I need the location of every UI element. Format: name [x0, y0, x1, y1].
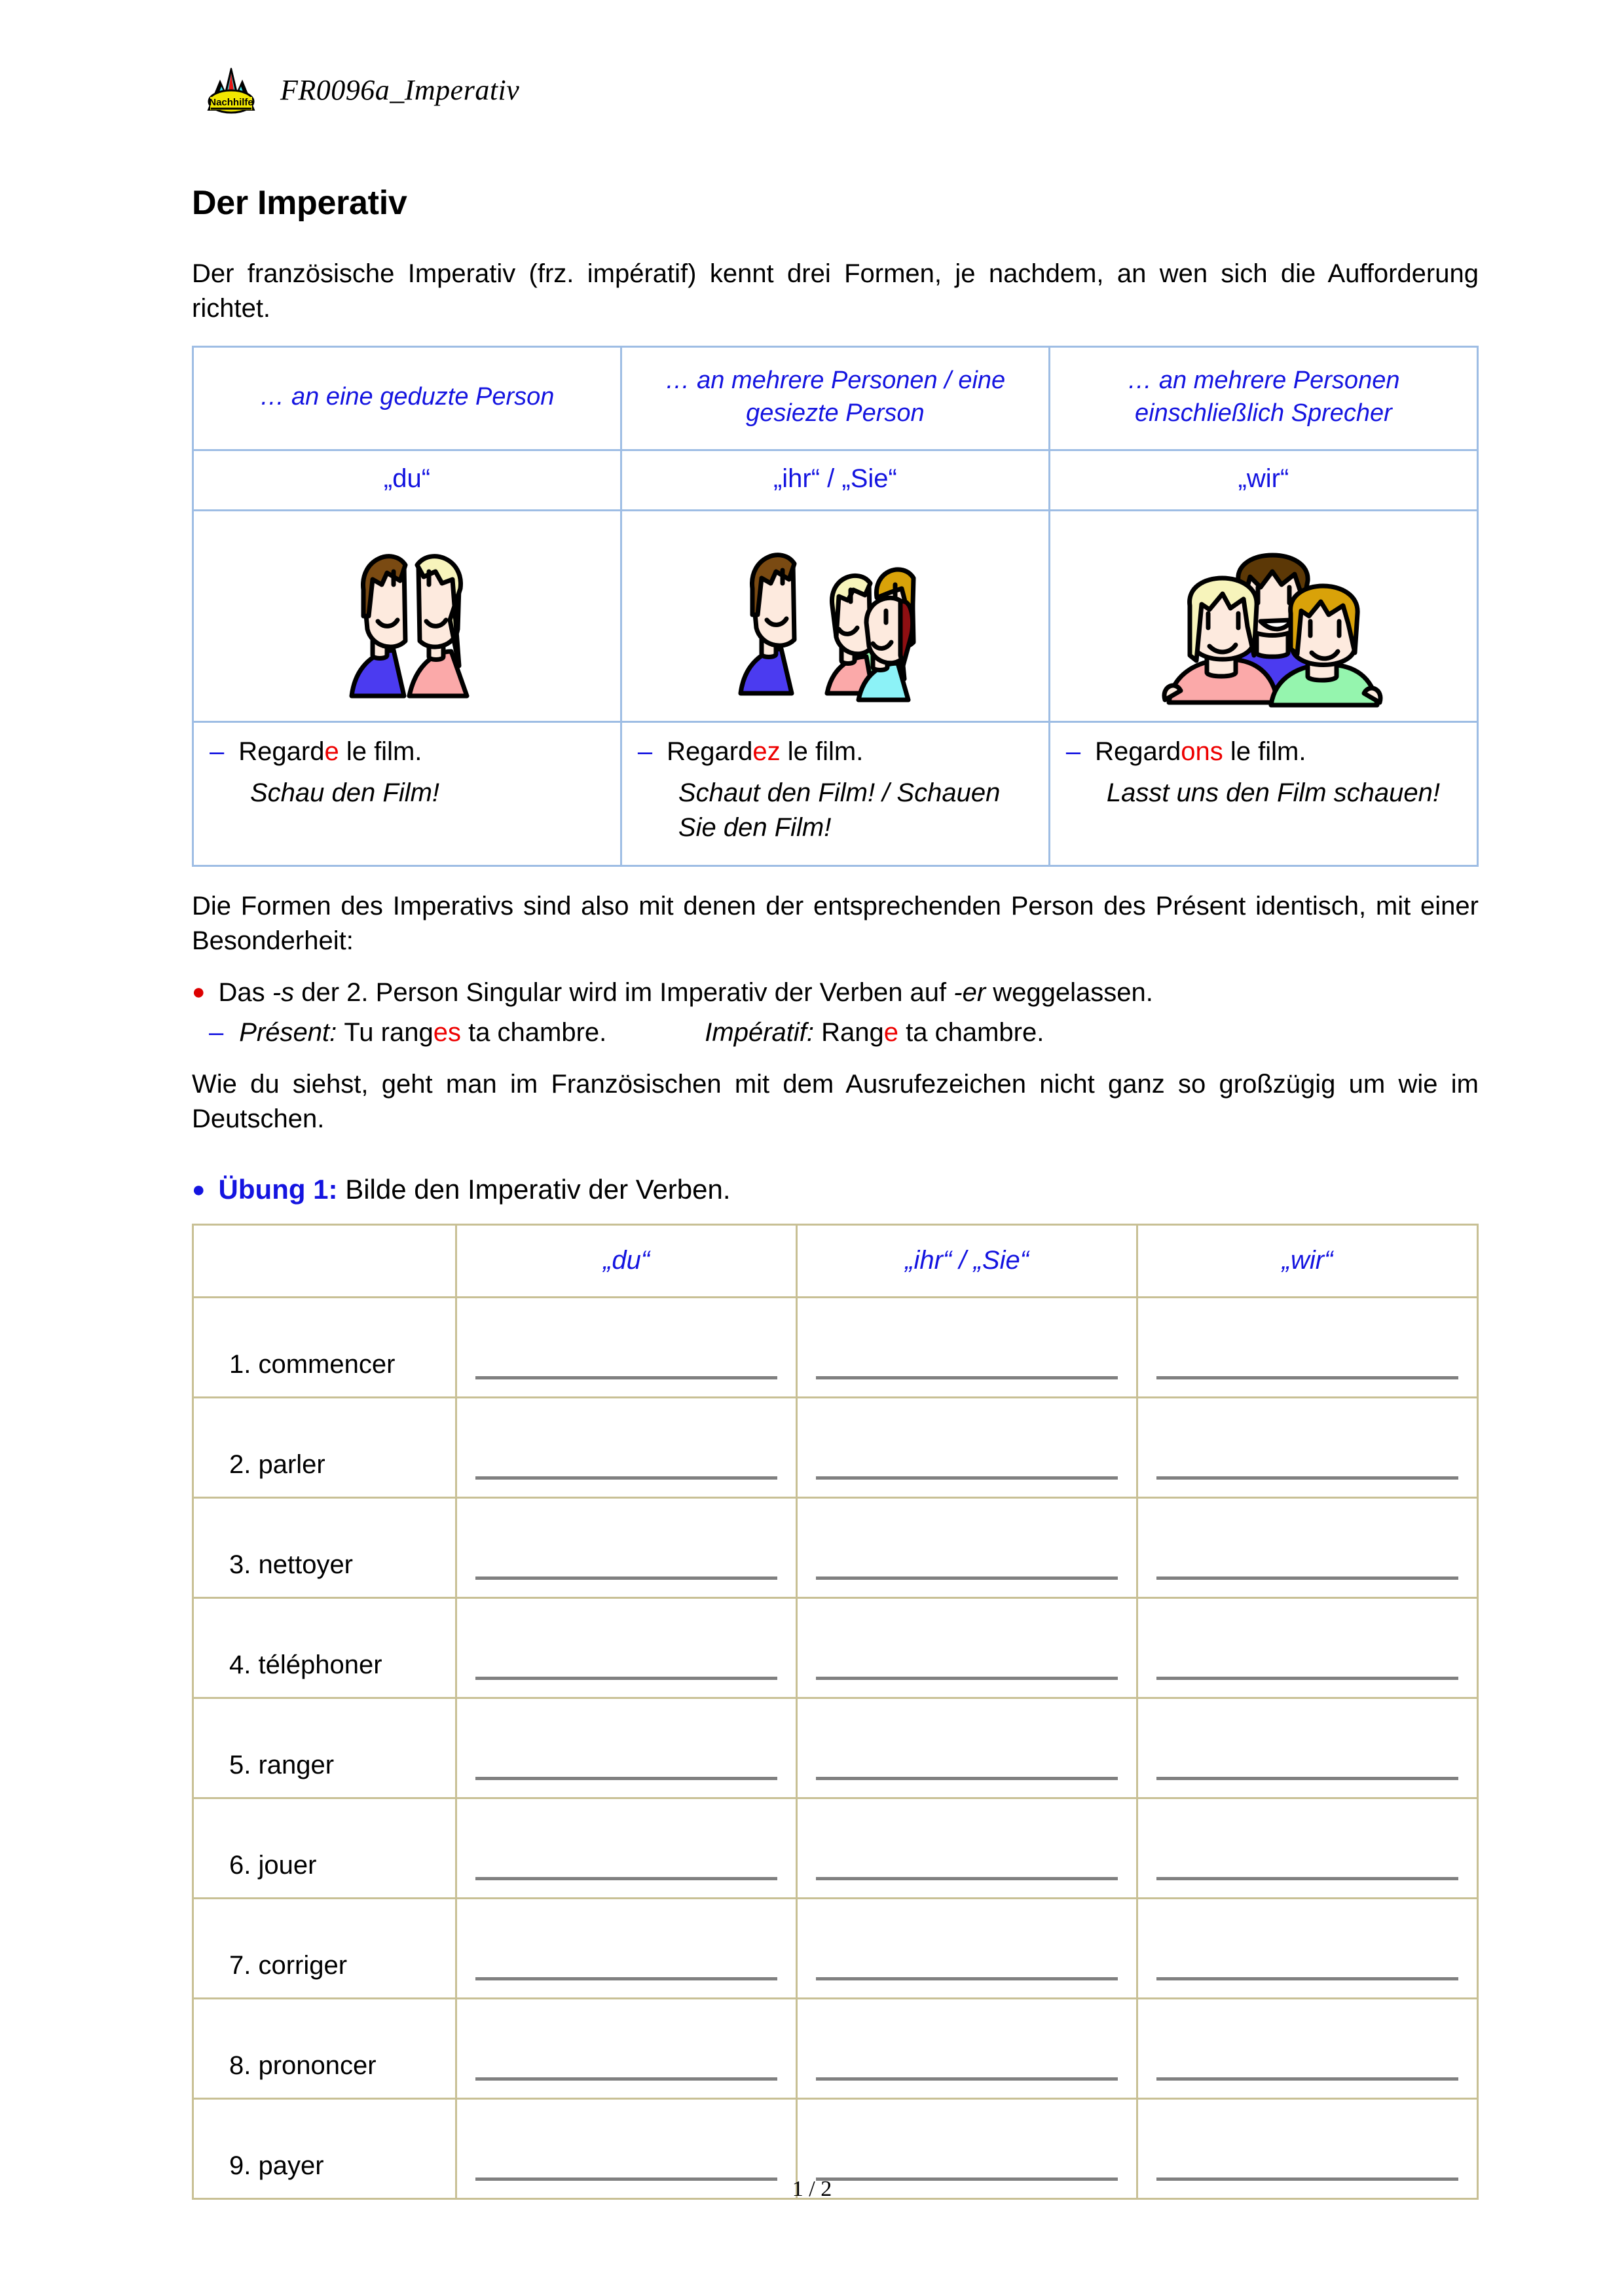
- verb-label: 9. payer: [193, 2098, 456, 2198]
- table-row: [193, 1998, 1478, 2098]
- answer-cell-ihr-sie[interactable]: [797, 1497, 1137, 1597]
- answer-blank-line[interactable]: [1156, 1777, 1458, 1780]
- answer-blank-line[interactable]: [816, 1777, 1118, 1780]
- verb-label: 8. prononcer: [193, 1998, 456, 2098]
- verb-label: 1. commencer: [193, 1297, 456, 1397]
- answer-cell-ihr-sie[interactable]: [797, 1297, 1137, 1397]
- answer-blank-line[interactable]: [816, 1576, 1118, 1580]
- exercise-heading: [192, 1174, 1479, 1205]
- verb-label: 3. nettoyer: [193, 1497, 456, 1597]
- table-row: [193, 1497, 1478, 1597]
- exercise-header-du: „du“: [456, 1224, 797, 1297]
- example-cell-ihr-sie: [621, 722, 1049, 866]
- page-title: Der Imperativ: [192, 184, 407, 222]
- answer-cell-ihr-sie[interactable]: [797, 1698, 1137, 1798]
- answer-cell-du[interactable]: [456, 1397, 797, 1497]
- answer-cell-du[interactable]: [456, 1497, 797, 1597]
- answer-blank-line[interactable]: [1156, 1677, 1458, 1680]
- table-row-pronouns: [193, 450, 1478, 511]
- grammar-header-ihr-sie: … an mehrere Personen / eine gesiezte Person: [621, 347, 1049, 450]
- answer-cell-ihr-sie[interactable]: [797, 1798, 1137, 1898]
- answer-blank-line[interactable]: [475, 1977, 777, 1980]
- answer-cell-du[interactable]: [456, 1297, 797, 1397]
- answer-cell-ihr-sie[interactable]: [797, 1898, 1137, 1998]
- answer-cell-wir[interactable]: [1137, 1597, 1478, 1698]
- grammar-header-du: … an eine geduzte Person: [193, 347, 621, 450]
- example-german-wir: Lasst uns den Film schauen!: [1106, 778, 1441, 808]
- verb-label: 4. téléphoner: [193, 1597, 456, 1698]
- answer-blank-line[interactable]: [1156, 1877, 1458, 1880]
- example-text: Regarde le film.: [238, 737, 422, 767]
- answer-blank-line[interactable]: [1156, 1376, 1458, 1379]
- dash-bullet-icon: –: [209, 1018, 224, 1048]
- answer-cell-ihr-sie[interactable]: [797, 1597, 1137, 1698]
- answer-blank-line[interactable]: [816, 2077, 1118, 2081]
- document-code-title: FR0096a_Imperativ: [280, 73, 520, 106]
- grammar-table: [192, 346, 1479, 866]
- answer-blank-line[interactable]: [475, 1476, 777, 1480]
- verb-label: 5. ranger: [193, 1698, 456, 1798]
- answer-cell-ihr-sie[interactable]: [797, 1397, 1137, 1497]
- paragraph-after-table: Die Formen des Imperativs sind also mit denen der entsprechenden Person des Présent identisch, mit einer Besonderheit:: [192, 891, 1479, 955]
- answer-blank-line[interactable]: [475, 1777, 777, 1780]
- answer-blank-line[interactable]: [475, 1677, 777, 1680]
- answer-blank-line[interactable]: [816, 1677, 1118, 1680]
- answer-cell-wir[interactable]: [1137, 1497, 1478, 1597]
- table-row-images: [193, 511, 1478, 722]
- rule-bullet-text: Das -s der 2. Person Singular wird im Imperativ der Verben auf -er weggelassen.: [218, 978, 1153, 1008]
- intro-paragraph: Der französische Imperativ (frz. impératif) kennt drei Formen, je nachdem, an wen sich die Aufforderung richtet.: [192, 259, 1479, 323]
- present-imperatif-text: Présent: Tu ranges ta chambre. Impératif: Range ta chambre.: [239, 1018, 1044, 1048]
- answer-cell-du[interactable]: [456, 1698, 797, 1798]
- answer-blank-line[interactable]: [816, 1877, 1118, 1880]
- table-row: [193, 1597, 1478, 1698]
- answer-blank-line[interactable]: [475, 1877, 777, 1880]
- example-text: Regardons le film.: [1095, 737, 1306, 767]
- table-row: [193, 1898, 1478, 1998]
- example-french-wir: [1066, 737, 1461, 767]
- exercise-header-ihr-sie: „ihr“ / „Sie“: [797, 1224, 1137, 1297]
- table-row: [193, 1798, 1478, 1898]
- two-people-facing-icon: [193, 511, 621, 722]
- example-text: Regardez le film.: [667, 737, 864, 767]
- dash-bullet-icon: –: [637, 737, 653, 767]
- paragraph-ausrufezeichen: Wie du siehst, geht man im Französischen mit dem Ausrufezeichen nicht ganz so großzügig um wie im Deutschen.: [192, 1070, 1479, 1134]
- answer-blank-line[interactable]: [1156, 1977, 1458, 1980]
- example-french-ihr-sie: [638, 737, 1033, 767]
- example-cell-du: [193, 722, 621, 866]
- dash-bullet-icon: –: [210, 737, 225, 767]
- answer-blank-line[interactable]: [1156, 1476, 1458, 1480]
- verb-label: 6. jouer: [193, 1798, 456, 1898]
- group-of-three-icon: [1049, 511, 1477, 722]
- example-french-du: [210, 737, 604, 767]
- blue-dot-bullet-icon: ●: [192, 1176, 206, 1202]
- exercise-header-blank: [193, 1224, 456, 1297]
- svg-text:Nachhilfe: Nachhilfe: [209, 97, 253, 108]
- table-row-exercise-headers: [193, 1224, 1478, 1297]
- answer-blank-line[interactable]: [1156, 2077, 1458, 2081]
- answer-blank-line[interactable]: [816, 1376, 1118, 1379]
- verb-label: 7. corriger: [193, 1898, 456, 1998]
- answer-cell-du[interactable]: [456, 1798, 797, 1898]
- example-cell-wir: [1049, 722, 1477, 866]
- answer-cell-du[interactable]: [456, 1597, 797, 1698]
- grammar-header-wir: … an mehrere Personen einschließlich Sprecher: [1049, 347, 1477, 450]
- pronoun-wir: „wir“: [1049, 450, 1477, 511]
- answer-cell-wir[interactable]: [1137, 1898, 1478, 1998]
- example-german-ihr-sie: Schaut den Film! / Schauen Sie den Film!: [678, 778, 1001, 842]
- answer-cell-wir[interactable]: [1137, 1297, 1478, 1397]
- document-content: [192, 183, 1479, 2200]
- document-header: [203, 64, 519, 115]
- answer-blank-line[interactable]: [475, 1376, 777, 1379]
- answer-blank-line[interactable]: [1156, 1576, 1458, 1580]
- rule-bullet-item: [192, 978, 1479, 1008]
- answer-blank-line[interactable]: [816, 1977, 1118, 1980]
- verb-label: 2. parler: [193, 1397, 456, 1497]
- answer-cell-wir[interactable]: [1137, 1397, 1478, 1497]
- page-number: 1 / 2: [792, 2177, 832, 2201]
- answer-cell-du[interactable]: [456, 1998, 797, 2098]
- pronoun-ihr-sie: „ihr“ / „Sie“: [621, 450, 1049, 511]
- answer-cell-wir[interactable]: [1137, 1698, 1478, 1798]
- table-row-examples: [193, 722, 1478, 866]
- table-row: [193, 1698, 1478, 1798]
- answer-cell-wir[interactable]: [1137, 1798, 1478, 1898]
- pronoun-du: „du“: [193, 450, 621, 511]
- table-row-headers: [193, 347, 1478, 450]
- answer-cell-ihr-sie[interactable]: [797, 1998, 1137, 2098]
- table-row: [193, 1297, 1478, 1397]
- dash-bullet-icon: –: [1065, 737, 1081, 767]
- exercise-heading-text: Übung 1: Bilde den Imperativ der Verben.: [218, 1173, 731, 1205]
- red-dot-bullet-icon: ●: [192, 979, 206, 1005]
- exercise-header-wir: „wir“: [1137, 1224, 1478, 1297]
- answer-blank-line[interactable]: [475, 2077, 777, 2081]
- table-row: [193, 1397, 1478, 1497]
- answer-blank-line[interactable]: [816, 1476, 1118, 1480]
- nachhilfe-logo-icon: [203, 64, 259, 115]
- example-german-du: Schau den Film!: [250, 778, 440, 808]
- answer-cell-wir[interactable]: [1137, 1998, 1478, 2098]
- answer-blank-line[interactable]: [475, 1576, 777, 1580]
- answer-cell-du[interactable]: [456, 1898, 797, 1998]
- one-speaker-to-group-icon: [621, 511, 1049, 722]
- exercise-table: [192, 1224, 1479, 2200]
- present-imperatif-example: [209, 1018, 1479, 1048]
